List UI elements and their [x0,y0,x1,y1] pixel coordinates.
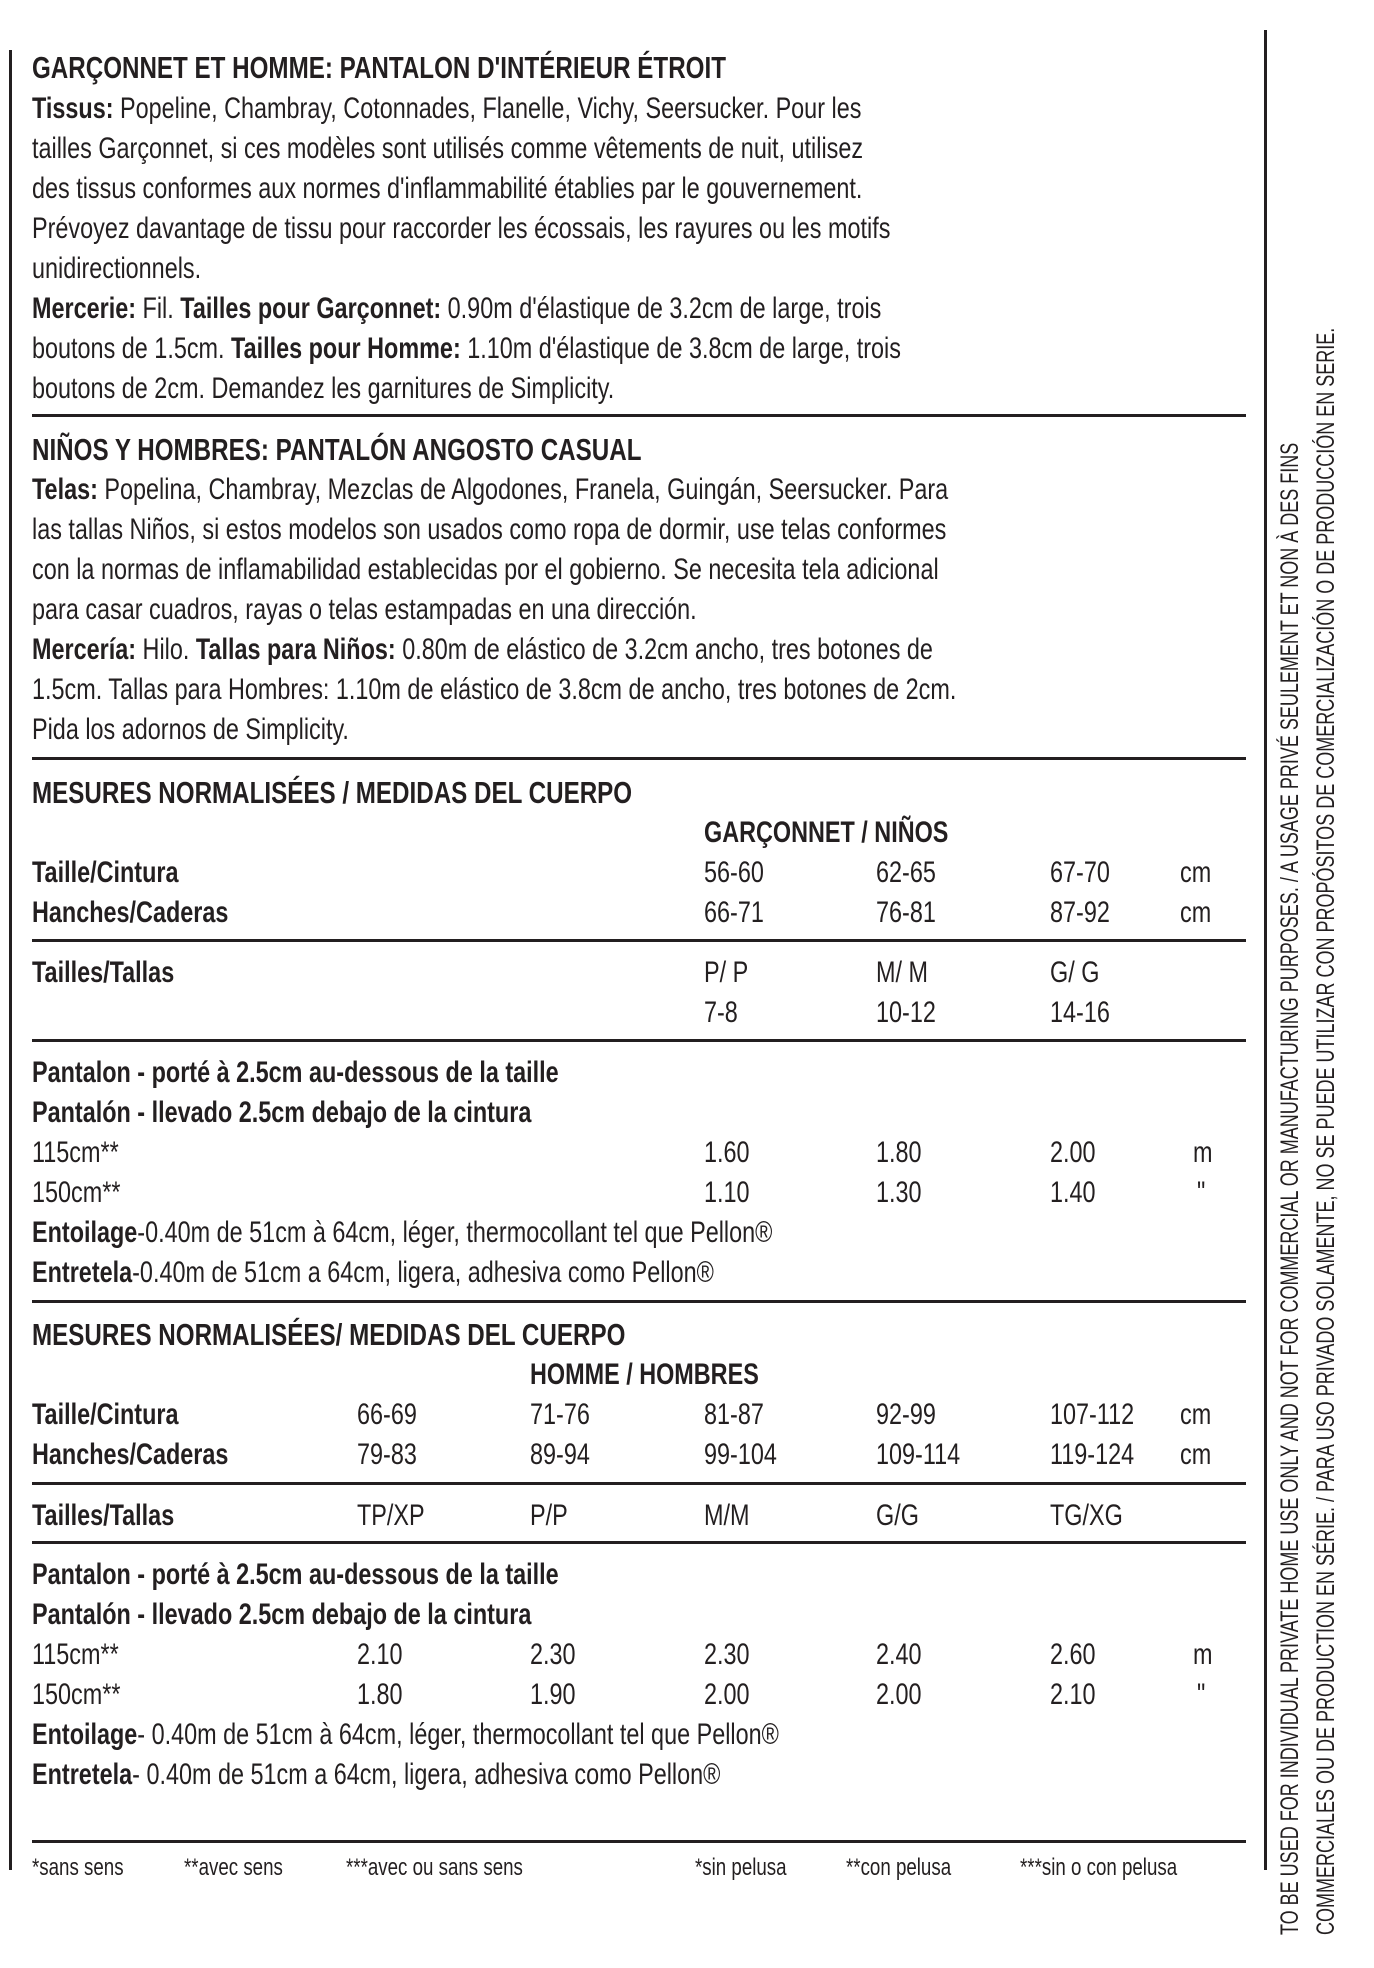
cell-value: 1.80 [876,1136,922,1169]
fabrics-es-line [32,550,1194,590]
cell-value: 56-60 [704,856,764,889]
footnote-fr [346,1848,573,1888]
cell-value: 119-124 [1050,1438,1135,1471]
boys-yardage-unit [1193,1133,1218,1173]
cell-value: 89-94 [530,1438,590,1471]
men-group-label [530,1355,823,1395]
cell-value: 76-81 [876,896,936,929]
interfacing-label: Entoilage [32,1718,138,1751]
boys-hip-unit [1180,893,1220,933]
men-yardage-value [357,1675,415,1715]
notions-es-text: Hilo. [136,633,196,666]
fabrics-es-line [32,510,1204,550]
unit: cm [1180,1438,1212,1471]
notions-es-label: Mercería: [32,633,137,666]
right-border-rule [1264,30,1267,1870]
size-number: 14-16 [1050,996,1110,1029]
notions-fr-text: boutons de 1.5cm. [32,332,232,365]
men-yardage-unit [1193,1635,1218,1675]
boys-yardage-width [32,1133,143,1173]
footnote: *sin pelusa [695,1854,787,1881]
interfacing-text: - 0.40m de 51cm a 64cm, ligera, adhesiva como Pellon® [132,1758,721,1791]
divider [32,1039,1246,1042]
footnote: **con pelusa [846,1854,952,1881]
boys-yardage-unit [1197,1173,1208,1213]
cell-value: 2.10 [357,1638,403,1671]
fabrics-es-line [32,470,1207,510]
side-usage-notice [1272,15,1352,1935]
boys-hip-label [32,893,284,933]
notions-es-line [32,670,1217,710]
footnote-es [1020,1848,1221,1888]
interfacing-label: Entretela [32,1256,133,1289]
interfacing-text: - 0.40m de 51cm à 64cm, léger, thermocollant tel que Pellon® [137,1718,779,1751]
men-waist-value [876,1395,953,1435]
unit: " [1197,1176,1206,1209]
notions-fr-line [32,289,1121,329]
men-yardage-value [704,1635,762,1675]
notions-fr-text: Fil. [136,292,181,325]
men-waist-value [1050,1395,1158,1435]
notions-es-text: 1.5cm. Tallas para Hombres: 1.10m de elástico de 3.8cm de ancho, tres botones de 2cm. [32,673,957,706]
row-label: Taille/Cintura [32,856,179,889]
unit: m [1193,1638,1213,1671]
notions-es-boys-label: Tallas para Niños: [195,633,396,666]
boys-size-number [876,993,953,1033]
men-waist-value [357,1395,434,1435]
men-hip-value [530,1435,607,1475]
boys-table-heading-text: MESURES NORMALISÉES / MEDIDAS DEL CUERPO [32,775,633,810]
fabrics-fr-text: Popeline, Chambray, Cotonnades, Flanelle, Vichy, Seersucker. Pour les [113,92,862,125]
size-letter: P/P [530,1499,568,1532]
row-label: Tailles/Tallas [32,956,175,989]
boys-hip-value [876,893,953,933]
fabrics-fr-line [32,209,1133,249]
row-label: Tailles/Tallas [32,1499,175,1532]
cell-value: 67-70 [1050,856,1110,889]
boys-yardage-value [1050,1173,1108,1213]
size-letter: M/ M [876,956,928,989]
cell-value: 66-71 [704,896,764,929]
cell-value: 2.00 [1050,1136,1096,1169]
footnote: **avec sens [184,1854,283,1881]
cell-value: 1.30 [876,1176,922,1209]
cell-value: 1.60 [704,1136,750,1169]
notions-fr-line [32,369,778,409]
size-letter: TG/XG [1050,1499,1123,1532]
boys-yardage-value [704,1133,762,1173]
cell-value: 81-87 [704,1398,764,1431]
fabrics-es-text: con la normas de inflamabilidad establecidas por el gobierno. Se necesita tela adicional [32,553,939,586]
boys-yardage-value [876,1133,934,1173]
view-description: Pantalón - llevado 2.5cm debajo de la cintura [32,1096,532,1129]
men-hip-unit [1180,1435,1220,1475]
notions-es-line [32,710,438,750]
cell-value: 2.00 [704,1678,750,1711]
men-interfacing-fr [32,1715,990,1755]
men-yardage-width [32,1675,145,1715]
cell-value: 71-76 [530,1398,590,1431]
boys-sizes-label [32,953,214,993]
men-pants-es [32,1595,672,1635]
view-description: Pantalón - llevado 2.5cm debajo de la cintura [32,1598,532,1631]
fabrics-es-text: para casar cuadros, rayas o telas estampadas en una dirección. [32,593,697,626]
boys-yardage-value [1050,1133,1108,1173]
men-pants-fr [32,1555,707,1595]
size-letter: M/M [704,1499,750,1532]
unit: cm [1180,1398,1212,1431]
men-size [530,1496,578,1536]
cell-value: 1.40 [1050,1176,1096,1209]
notions-fr-boys-text: 0.90m d'élastique de 3.2cm de large, trois [441,292,882,325]
fabrics-fr-text: des tissus conformes aux normes d'inflammabilité établies par le gouvernement. [32,172,863,205]
cell-value: 2.60 [1050,1638,1096,1671]
fabrics-es-line [32,590,884,630]
size-letter: P/ P [704,956,749,989]
view-description: Pantalon - porté à 2.5cm au-dessous de la taille [32,1056,559,1089]
divider [32,1300,1246,1303]
men-group-label-text: HOMME / HOMBRES [530,1358,759,1391]
cell-value: 92-99 [876,1398,936,1431]
men-hip-value [876,1435,984,1475]
fabrics-es-text: las tallas Niños, si estos modelos son usados como ropa de dormir, use telas conformes [32,513,947,546]
fabric-width: 115cm** [32,1136,119,1169]
notions-fr-men-text: 1.10m d'élastique de 3.8cm de large, trois [460,332,901,365]
interfacing-label: Entoilage [32,1216,138,1249]
men-table-heading-text: MESURES NORMALISÉES/ MEDIDAS DEL CUERPO [32,1317,626,1352]
cell-value: 107-112 [1050,1398,1135,1431]
men-hip-value [357,1435,434,1475]
cell-value: 2.30 [704,1638,750,1671]
boys-pants-es [32,1093,672,1133]
boys-hip-value [704,893,781,933]
divider [32,1482,1246,1485]
men-yardage-value [876,1635,934,1675]
men-waist-value [704,1395,781,1435]
cell-value: 1.10 [704,1176,750,1209]
row-label: Hanches/Caderas [32,1438,229,1471]
cell-value: 62-65 [876,856,936,889]
men-waist-value [530,1395,607,1435]
men-yardage-width [32,1635,143,1675]
notions-es-line [32,630,1187,670]
boys-size [1050,953,1113,993]
footnote: *sans sens [32,1854,124,1881]
men-waist-unit [1180,1395,1220,1435]
fabric-width: 150cm** [32,1176,121,1209]
unit: m [1193,1136,1213,1169]
unit: " [1197,1678,1206,1711]
fabrics-fr-label: Tissus: [32,92,114,125]
notions-fr-text: boutons de 2cm. Demandez les garnitures de Simplicity. [32,372,615,405]
boys-yardage-value [704,1173,762,1213]
notions-fr-label: Mercerie: [32,292,137,325]
cell-value: 2.30 [530,1638,576,1671]
boys-waist-label [32,853,220,893]
boys-hip-value [1050,893,1127,933]
cell-value: 79-83 [357,1438,417,1471]
footnote-fr [32,1848,149,1888]
divider [32,414,1246,417]
footnote-es [695,1848,812,1888]
men-yardage-unit [1197,1675,1208,1715]
notions-fr-men-label: Tailles pour Homme: [231,332,461,365]
size-number: 7-8 [704,996,738,1029]
cell-value: 2.10 [1050,1678,1096,1711]
men-size [357,1496,444,1536]
boys-yardage-width [32,1173,145,1213]
men-yardage-value [530,1635,588,1675]
size-letter: TP/XP [357,1499,425,1532]
fabrics-es-text: Popelina, Chambray, Mezclas de Algodones, Franela, Guingán, Seersucker. Para [97,473,949,506]
interfacing-label: Entretela [32,1758,133,1791]
boys-waist-value [1050,853,1127,893]
footnote-es [846,1848,981,1888]
boys-size-number [1050,993,1127,1033]
divider [32,1541,1246,1544]
fabrics-fr-line [32,249,249,289]
men-hip-value [704,1435,797,1475]
men-yardage-value [876,1675,934,1715]
left-border-rule [9,50,12,1870]
boys-group-label [704,813,1017,853]
size-letter: G/G [876,1499,919,1532]
men-yardage-value [1050,1675,1108,1715]
interfacing-text: -0.40m de 51cm a 64cm, ligera, adhesiva como Pellon® [132,1256,714,1289]
cell-value: 87-92 [1050,896,1110,929]
cell-value: 2.40 [876,1638,922,1671]
unit: cm [1180,856,1212,889]
boys-waist-unit [1180,853,1220,893]
men-interfacing-es [32,1755,915,1795]
interfacing-text: -0.40m de 51cm à 64cm, léger, thermocollant tel que Pellon® [137,1216,773,1249]
notions-es-text: Pida los adornos de Simplicity. [32,713,349,746]
boys-size-number [704,993,747,1033]
men-yardage-value [530,1675,588,1715]
fabrics-fr-text: tailles Garçonnet, si ces modèles sont utilisés comme vêtements de nuit, utilisez [32,132,864,165]
boys-group-label-text: GARÇONNET / NIÑOS [704,816,949,849]
divider [32,939,1246,942]
men-hip-value [1050,1435,1158,1475]
row-label: Hanches/Caderas [32,896,229,929]
fabric-width: 150cm** [32,1678,121,1711]
row-label: Taille/Cintura [32,1398,179,1431]
men-hip-label [32,1435,284,1475]
men-sizes-label [32,1496,214,1536]
fabrics-es-label: Telas: [32,473,98,506]
men-yardage-value [357,1635,415,1675]
section-fr-title [32,48,922,88]
unit: cm [1180,896,1212,929]
men-size [704,1496,762,1536]
fabrics-fr-line [32,89,1095,129]
section-fr-title-text: GARÇONNET ET HOMME: PANTALON D'INTÉRIEUR ÉTROIT [32,50,726,85]
fabrics-fr-line [32,129,1097,169]
boys-waist-value [876,853,953,893]
boys-waist-value [704,853,781,893]
size-letter: G/ G [1050,956,1100,989]
cell-value: 2.00 [876,1678,922,1711]
cell-value: 109-114 [876,1438,961,1471]
boys-table-heading [32,773,801,813]
men-size [1050,1496,1143,1536]
notions-fr-boys-label: Tailles pour Garçonnet: [180,292,442,325]
notions-fr-line [32,329,1146,369]
view-description: Pantalon - porté à 2.5cm au-dessous de la taille [32,1558,559,1591]
fabrics-fr-text: unidirectionnels. [32,252,202,285]
section-es-title [32,430,813,470]
boys-interfacing-fr [32,1213,981,1253]
side-notice-line: COMMERCIALES OU DE PRODUCTION EN SÉRIE. / PARA USO PRIVADO SOLAMENTE, NO SE PUEDE UTILIZAR CON PROPÓSITOS DE COMERCIALIZACIÓN O DE PRODUCCIÓN EN SERIE. [1312,327,1340,1935]
divider [32,757,1246,760]
boys-size [876,953,943,993]
cell-value: 99-104 [704,1438,777,1471]
notions-es-boys-text: 0.80m de elástico de 3.2cm ancho, tres botones de [395,633,933,666]
boys-pants-fr [32,1053,707,1093]
men-yardage-value [704,1675,762,1715]
fabrics-fr-text: Prévoyez davantage de tissu pour raccorder les écossais, les rayures ou les motifs [32,212,891,245]
men-waist-label [32,1395,220,1435]
boys-interfacing-es [32,1253,906,1293]
men-table-heading [32,1315,793,1355]
boys-yardage-value [876,1173,934,1213]
footnote: ***sin o con pelusa [1020,1854,1178,1881]
cell-value: 66-69 [357,1398,417,1431]
men-size [876,1496,931,1536]
cell-value: 1.90 [530,1678,576,1711]
footnote-fr [184,1848,311,1888]
cell-value: 1.80 [357,1678,403,1711]
boys-size [704,953,761,993]
side-notice-line: TO BE USED FOR INDIVIDUAL PRIVATE HOME USE ONLY AND NOT FOR COMMERCIAL OR MANUFACTURING PURPOSES. / A USAGE PRIVÉ SEULEMENT ET NON À DES FINS [1276,442,1304,1935]
size-number: 10-12 [876,996,936,1029]
footnote: ***avec ou sans sens [346,1854,523,1881]
fabric-width: 115cm** [32,1638,119,1671]
divider [32,1840,1246,1843]
section-es-title-text: NIÑOS Y HOMBRES: PANTALÓN ANGOSTO CASUAL [32,432,642,467]
fabrics-fr-line [32,169,1097,209]
men-yardage-value [1050,1635,1108,1675]
